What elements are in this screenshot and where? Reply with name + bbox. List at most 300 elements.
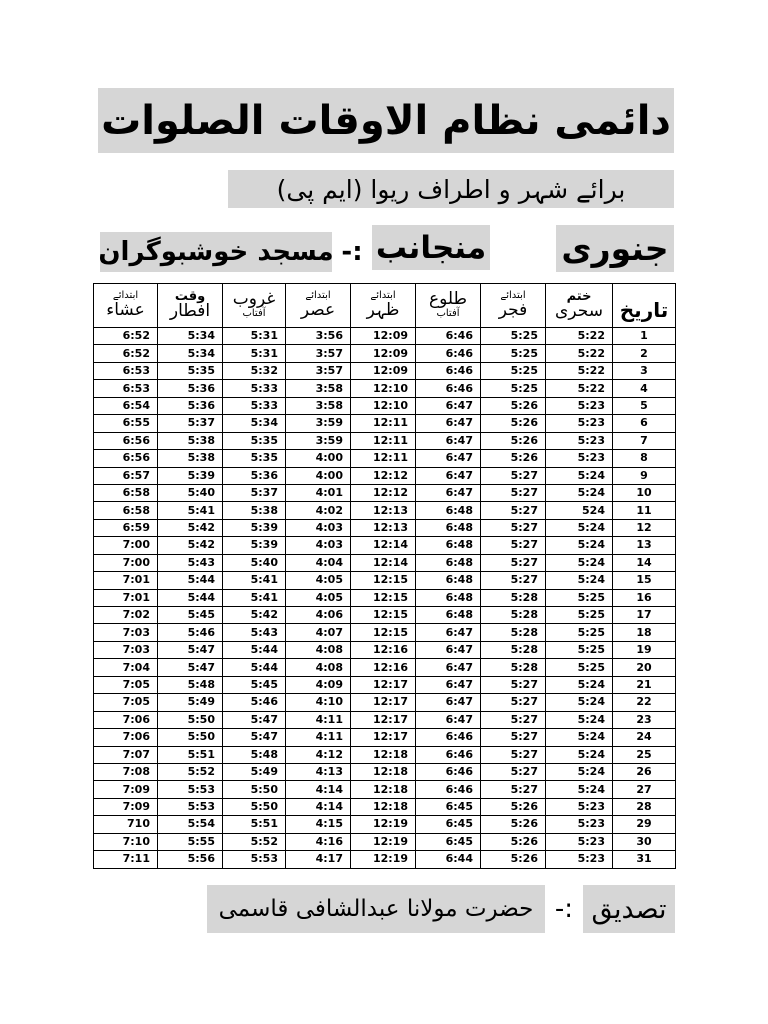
cell-sehri-end: 5:25 — [546, 659, 613, 676]
cell-sehri-end: 5:24 — [546, 519, 613, 536]
cell-fajr-start: 5:28 — [481, 624, 546, 641]
page-title: دائمی نظام الاوقات الصلوات — [98, 88, 674, 153]
table-row — [94, 624, 676, 641]
cell-sunset: 5:32 — [223, 362, 286, 379]
cell-isha-start: 6:52 — [94, 345, 158, 362]
cell-fajr-start: 5:26 — [481, 798, 546, 815]
cell-asr-start: 3:57 — [286, 362, 351, 379]
cell-sunrise: 6:47 — [416, 484, 481, 501]
cell-isha-start: 6:56 — [94, 432, 158, 449]
cell-sunset: 5:33 — [223, 397, 286, 414]
cell-asr-start: 3:58 — [286, 380, 351, 397]
header-date-label: تاریخ — [619, 298, 669, 322]
cell-zuhr-start: 12:15 — [351, 589, 416, 606]
attestation-separator: :- — [554, 894, 574, 924]
cell-date: 7 — [613, 432, 676, 449]
cell-date: 10 — [613, 484, 676, 501]
cell-fajr-start: 5:27 — [481, 502, 546, 519]
cell-sunset: 5:34 — [223, 415, 286, 432]
cell-zuhr-start: 12:12 — [351, 484, 416, 501]
cell-zuhr-start: 12:17 — [351, 729, 416, 746]
cell-date: 16 — [613, 589, 676, 606]
cell-asr-start: 4:00 — [286, 450, 351, 467]
cell-iftar: 5:44 — [158, 589, 223, 606]
cell-iftar: 5:43 — [158, 554, 223, 571]
cell-sehri-end: 5:24 — [546, 676, 613, 693]
cell-fajr-start: 5:27 — [481, 554, 546, 571]
masjid-name: مسجد خوشبوگران — [100, 232, 332, 272]
cell-date: 13 — [613, 537, 676, 554]
cell-asr-start: 4:11 — [286, 729, 351, 746]
table-row — [94, 450, 676, 467]
header-zuhr-start — [351, 284, 416, 328]
cell-iftar: 5:51 — [158, 746, 223, 763]
cell-sunset: 5:39 — [223, 537, 286, 554]
cell-asr-start: 4:02 — [286, 502, 351, 519]
cell-fajr-start: 5:27 — [481, 694, 546, 711]
cell-date: 11 — [613, 502, 676, 519]
table-row — [94, 328, 676, 345]
table-row — [94, 729, 676, 746]
cell-sunset: 5:40 — [223, 554, 286, 571]
cell-isha-start: 6:57 — [94, 467, 158, 484]
cell-sunrise: 6:46 — [416, 763, 481, 780]
cell-isha-start: 6:53 — [94, 380, 158, 397]
cell-fajr-start: 5:26 — [481, 833, 546, 850]
cell-sehri-end: 5:23 — [546, 397, 613, 414]
cell-asr-start: 4:12 — [286, 746, 351, 763]
from-separator: :- — [341, 237, 363, 267]
cell-isha-start: 7:10 — [94, 833, 158, 850]
table-row — [94, 362, 676, 379]
cell-date: 15 — [613, 572, 676, 589]
table-row — [94, 589, 676, 606]
table-row — [94, 432, 676, 449]
cell-sunset: 5:37 — [223, 484, 286, 501]
cell-zuhr-start: 12:17 — [351, 711, 416, 728]
cell-isha-start: 7:03 — [94, 624, 158, 641]
cell-sunrise: 6:48 — [416, 519, 481, 536]
cell-sehri-end: 5:25 — [546, 624, 613, 641]
cell-fajr-start: 5:27 — [481, 763, 546, 780]
cell-zuhr-start: 12:14 — [351, 537, 416, 554]
cell-isha-start: 7:06 — [94, 729, 158, 746]
cell-sunrise: 6:47 — [416, 711, 481, 728]
cell-fajr-start: 5:27 — [481, 781, 546, 798]
from-label: منجانب — [372, 225, 490, 270]
cell-iftar: 5:34 — [158, 328, 223, 345]
cell-asr-start: 4:01 — [286, 484, 351, 501]
cell-iftar: 5:48 — [158, 676, 223, 693]
cell-fajr-start: 5:25 — [481, 380, 546, 397]
table-row — [94, 781, 676, 798]
cell-sehri-end: 5:24 — [546, 572, 613, 589]
cell-iftar: 5:56 — [158, 851, 223, 868]
cell-sunrise: 6:48 — [416, 589, 481, 606]
cell-sehri-end: 5:24 — [546, 694, 613, 711]
cell-date: 31 — [613, 851, 676, 868]
cell-date: 30 — [613, 833, 676, 850]
cell-sehri-end: 5:24 — [546, 537, 613, 554]
cell-sehri-end: 5:23 — [546, 851, 613, 868]
cell-sunrise: 6:46 — [416, 746, 481, 763]
cell-sunrise: 6:46 — [416, 328, 481, 345]
cell-fajr-start: 5:27 — [481, 484, 546, 501]
cell-zuhr-start: 12:16 — [351, 641, 416, 658]
cell-iftar: 5:40 — [158, 484, 223, 501]
cell-asr-start: 4:06 — [286, 607, 351, 624]
cell-isha-start: 7:02 — [94, 607, 158, 624]
cell-sunset: 5:39 — [223, 519, 286, 536]
cell-sehri-end: 5:23 — [546, 432, 613, 449]
cell-sehri-end: 5:25 — [546, 589, 613, 606]
cell-asr-start: 4:14 — [286, 781, 351, 798]
cell-zuhr-start: 12:13 — [351, 502, 416, 519]
cell-sunset: 5:33 — [223, 380, 286, 397]
cell-sunset: 5:36 — [223, 467, 286, 484]
cell-sunset: 5:46 — [223, 694, 286, 711]
table-row — [94, 554, 676, 571]
header-line1: ختم — [566, 288, 592, 304]
cell-asr-start: 4:17 — [286, 851, 351, 868]
cell-sunset: 5:35 — [223, 450, 286, 467]
cell-fajr-start: 5:26 — [481, 397, 546, 414]
cell-date: 25 — [613, 746, 676, 763]
header-sunset — [223, 284, 286, 328]
cell-fajr-start: 5:27 — [481, 572, 546, 589]
month-label: جنوری — [556, 225, 674, 272]
cell-sunset: 5:38 — [223, 502, 286, 519]
cell-fajr-start: 5:27 — [481, 537, 546, 554]
cell-fajr-start: 5:28 — [481, 659, 546, 676]
cell-fajr-start: 5:26 — [481, 415, 546, 432]
cell-fajr-start: 5:27 — [481, 711, 546, 728]
cell-fajr-start: 5:26 — [481, 432, 546, 449]
cell-isha-start: 6:58 — [94, 484, 158, 501]
cell-sunrise: 6:47 — [416, 659, 481, 676]
header-line2: آفتاب — [436, 308, 460, 320]
cell-iftar: 5:36 — [158, 397, 223, 414]
cell-iftar: 5:38 — [158, 450, 223, 467]
attestation-name: حضرت مولانا عبدالشافی قاسمی — [207, 885, 545, 933]
cell-iftar: 5:39 — [158, 467, 223, 484]
cell-sunset: 5:49 — [223, 763, 286, 780]
cell-zuhr-start: 12:13 — [351, 519, 416, 536]
cell-sehri-end: 5:23 — [546, 816, 613, 833]
cell-date: 5 — [613, 397, 676, 414]
header-isha-start — [94, 284, 158, 328]
cell-zuhr-start: 12:19 — [351, 816, 416, 833]
table-row — [94, 537, 676, 554]
cell-sunrise: 6:45 — [416, 816, 481, 833]
header-fajr-start — [481, 284, 546, 328]
cell-isha-start: 7:09 — [94, 781, 158, 798]
cell-sunrise: 6:46 — [416, 345, 481, 362]
cell-sunset: 5:51 — [223, 816, 286, 833]
cell-sehri-end: 5:24 — [546, 484, 613, 501]
cell-date: 3 — [613, 362, 676, 379]
cell-sehri-end: 524 — [546, 502, 613, 519]
cell-sunrise: 6:48 — [416, 607, 481, 624]
cell-sunset: 5:47 — [223, 711, 286, 728]
table-row — [94, 572, 676, 589]
cell-zuhr-start: 12:18 — [351, 746, 416, 763]
cell-fajr-start: 5:25 — [481, 328, 546, 345]
cell-sunrise: 6:47 — [416, 676, 481, 693]
cell-zuhr-start: 12:18 — [351, 781, 416, 798]
table-body — [94, 328, 676, 869]
cell-sehri-end: 5:22 — [546, 345, 613, 362]
cell-sehri-end: 5:24 — [546, 746, 613, 763]
cell-sunset: 5:43 — [223, 624, 286, 641]
cell-date: 23 — [613, 711, 676, 728]
cell-sunset: 5:31 — [223, 345, 286, 362]
cell-fajr-start: 5:28 — [481, 641, 546, 658]
table-row — [94, 380, 676, 397]
table-row — [94, 519, 676, 536]
cell-zuhr-start: 12:18 — [351, 763, 416, 780]
header-line2: ظہر — [366, 299, 400, 320]
cell-sehri-end: 5:24 — [546, 711, 613, 728]
cell-iftar: 5:53 — [158, 798, 223, 815]
cell-date: 21 — [613, 676, 676, 693]
cell-sunrise: 6:47 — [416, 641, 481, 658]
cell-iftar: 5:41 — [158, 502, 223, 519]
cell-iftar: 5:52 — [158, 763, 223, 780]
header-asr-start — [286, 284, 351, 328]
cell-zuhr-start: 12:17 — [351, 676, 416, 693]
cell-sunrise: 6:47 — [416, 624, 481, 641]
cell-asr-start: 3:57 — [286, 345, 351, 362]
cell-date: 12 — [613, 519, 676, 536]
cell-zuhr-start: 12:18 — [351, 798, 416, 815]
table-row — [94, 607, 676, 624]
cell-fajr-start: 5:27 — [481, 746, 546, 763]
cell-isha-start: 6:58 — [94, 502, 158, 519]
cell-fajr-start: 5:27 — [481, 519, 546, 536]
header-line1: ابتدائے — [370, 290, 396, 302]
cell-isha-start: 7:06 — [94, 711, 158, 728]
cell-fajr-start: 5:26 — [481, 816, 546, 833]
cell-sunset: 5:41 — [223, 589, 286, 606]
cell-iftar: 5:37 — [158, 415, 223, 432]
cell-zuhr-start: 12:10 — [351, 397, 416, 414]
cell-isha-start: 6:52 — [94, 328, 158, 345]
header-sehri-end — [546, 284, 613, 328]
cell-asr-start: 3:59 — [286, 415, 351, 432]
cell-iftar: 5:47 — [158, 659, 223, 676]
table-row — [94, 659, 676, 676]
cell-asr-start: 4:13 — [286, 763, 351, 780]
cell-sehri-end: 5:23 — [546, 415, 613, 432]
header-line1: طلوع — [428, 289, 468, 310]
cell-iftar: 5:44 — [158, 572, 223, 589]
cell-date: 20 — [613, 659, 676, 676]
cell-zuhr-start: 12:11 — [351, 415, 416, 432]
cell-zuhr-start: 12:15 — [351, 572, 416, 589]
header-line1: غروب — [232, 289, 276, 310]
cell-date: 19 — [613, 641, 676, 658]
cell-fajr-start: 5:25 — [481, 362, 546, 379]
cell-isha-start: 7:00 — [94, 537, 158, 554]
cell-zuhr-start: 12:09 — [351, 328, 416, 345]
cell-iftar: 5:42 — [158, 519, 223, 536]
cell-sunset: 5:44 — [223, 641, 286, 658]
cell-sunrise: 6:47 — [416, 450, 481, 467]
cell-iftar: 5:50 — [158, 711, 223, 728]
header-iftar — [158, 284, 223, 328]
cell-isha-start: 6:59 — [94, 519, 158, 536]
prayer-times-table — [93, 283, 676, 869]
header-line2: فجر — [498, 299, 528, 320]
header-line2: سحری — [555, 301, 603, 322]
header-line2: آفتاب — [242, 308, 266, 320]
cell-isha-start: 7:01 — [94, 589, 158, 606]
cell-date: 26 — [613, 763, 676, 780]
table-header-row — [94, 284, 676, 328]
cell-iftar: 5:36 — [158, 380, 223, 397]
cell-zuhr-start: 12:11 — [351, 432, 416, 449]
cell-isha-start: 6:54 — [94, 397, 158, 414]
cell-sunset: 5:44 — [223, 659, 286, 676]
table-row — [94, 763, 676, 780]
table-row — [94, 746, 676, 763]
cell-fajr-start: 5:26 — [481, 450, 546, 467]
cell-fajr-start: 5:27 — [481, 676, 546, 693]
cell-iftar: 5:34 — [158, 345, 223, 362]
cell-asr-start: 4:03 — [286, 537, 351, 554]
cell-date: 4 — [613, 380, 676, 397]
cell-sunset: 5:42 — [223, 607, 286, 624]
cell-sunrise: 6:48 — [416, 554, 481, 571]
cell-iftar: 5:50 — [158, 729, 223, 746]
cell-asr-start: 4:08 — [286, 641, 351, 658]
cell-sunset: 5:35 — [223, 432, 286, 449]
cell-sehri-end: 5:24 — [546, 554, 613, 571]
cell-sehri-end: 5:22 — [546, 328, 613, 345]
cell-asr-start: 3:56 — [286, 328, 351, 345]
cell-sehri-end: 5:24 — [546, 729, 613, 746]
cell-fajr-start: 5:26 — [481, 851, 546, 868]
cell-fajr-start: 5:28 — [481, 607, 546, 624]
cell-sunset: 5:50 — [223, 781, 286, 798]
header-line1: ابتدائے — [112, 290, 139, 302]
cell-sehri-end: 5:25 — [546, 607, 613, 624]
table-row — [94, 833, 676, 850]
cell-isha-start: 7:05 — [94, 694, 158, 711]
cell-zuhr-start: 12:15 — [351, 624, 416, 641]
cell-asr-start: 4:15 — [286, 816, 351, 833]
cell-date: 27 — [613, 781, 676, 798]
cell-isha-start: 7:08 — [94, 763, 158, 780]
cell-iftar: 5:45 — [158, 607, 223, 624]
cell-date: 14 — [613, 554, 676, 571]
cell-sunrise: 6:45 — [416, 798, 481, 815]
table-row — [94, 851, 676, 868]
table-row — [94, 484, 676, 501]
cell-sunrise: 6:47 — [416, 432, 481, 449]
cell-zuhr-start: 12:10 — [351, 380, 416, 397]
table-row — [94, 694, 676, 711]
cell-asr-start: 3:58 — [286, 397, 351, 414]
header-line2: افطار — [169, 301, 211, 322]
cell-sunrise: 6:46 — [416, 380, 481, 397]
cell-date: 9 — [613, 467, 676, 484]
cell-date: 2 — [613, 345, 676, 362]
cell-sunrise: 6:47 — [416, 397, 481, 414]
cell-sehri-end: 5:22 — [546, 362, 613, 379]
cell-zuhr-start: 12:09 — [351, 345, 416, 362]
cell-iftar: 5:42 — [158, 537, 223, 554]
cell-isha-start: 6:56 — [94, 450, 158, 467]
cell-sunset: 5:41 — [223, 572, 286, 589]
table-row — [94, 816, 676, 833]
cell-sunrise: 6:47 — [416, 694, 481, 711]
table-row — [94, 641, 676, 658]
cell-iftar: 5:53 — [158, 781, 223, 798]
cell-isha-start: 6:53 — [94, 362, 158, 379]
cell-iftar: 5:54 — [158, 816, 223, 833]
cell-date: 29 — [613, 816, 676, 833]
cell-sunrise: 6:48 — [416, 572, 481, 589]
cell-date: 24 — [613, 729, 676, 746]
cell-sunset: 5:52 — [223, 833, 286, 850]
cell-sunset: 5:45 — [223, 676, 286, 693]
cell-isha-start: 7:05 — [94, 676, 158, 693]
cell-sunrise: 6:45 — [416, 833, 481, 850]
cell-asr-start: 4:05 — [286, 572, 351, 589]
cell-asr-start: 4:05 — [286, 589, 351, 606]
cell-zuhr-start: 12:09 — [351, 362, 416, 379]
cell-sehri-end: 5:23 — [546, 450, 613, 467]
cell-iftar: 5:46 — [158, 624, 223, 641]
cell-sehri-end: 5:24 — [546, 763, 613, 780]
cell-isha-start: 7:07 — [94, 746, 158, 763]
cell-sunrise: 6:47 — [416, 467, 481, 484]
cell-fajr-start: 5:27 — [481, 729, 546, 746]
cell-asr-start: 4:10 — [286, 694, 351, 711]
cell-isha-start: 7:11 — [94, 851, 158, 868]
cell-asr-start: 4:14 — [286, 798, 351, 815]
cell-sehri-end: 5:22 — [546, 380, 613, 397]
table-row — [94, 711, 676, 728]
cell-asr-start: 4:07 — [286, 624, 351, 641]
cell-asr-start: 4:00 — [286, 467, 351, 484]
cell-date: 17 — [613, 607, 676, 624]
table-row — [94, 502, 676, 519]
attestation-label: تصدیق — [583, 885, 675, 933]
cell-isha-start: 6:55 — [94, 415, 158, 432]
cell-sunrise: 6:44 — [416, 851, 481, 868]
cell-sunset: 5:50 — [223, 798, 286, 815]
table-row — [94, 467, 676, 484]
header-sunrise — [416, 284, 481, 328]
cell-isha-start: 7:03 — [94, 641, 158, 658]
cell-sehri-end: 5:25 — [546, 641, 613, 658]
cell-isha-start: 7:01 — [94, 572, 158, 589]
cell-isha-start: 7:04 — [94, 659, 158, 676]
cell-date: 1 — [613, 328, 676, 345]
cell-iftar: 5:49 — [158, 694, 223, 711]
cell-sehri-end: 5:23 — [546, 798, 613, 815]
cell-sehri-end: 5:24 — [546, 781, 613, 798]
cell-zuhr-start: 12:19 — [351, 833, 416, 850]
cell-zuhr-start: 12:12 — [351, 467, 416, 484]
cell-iftar: 5:35 — [158, 362, 223, 379]
cell-sehri-end: 5:23 — [546, 833, 613, 850]
cell-sunset: 5:47 — [223, 729, 286, 746]
cell-sunrise: 6:46 — [416, 362, 481, 379]
